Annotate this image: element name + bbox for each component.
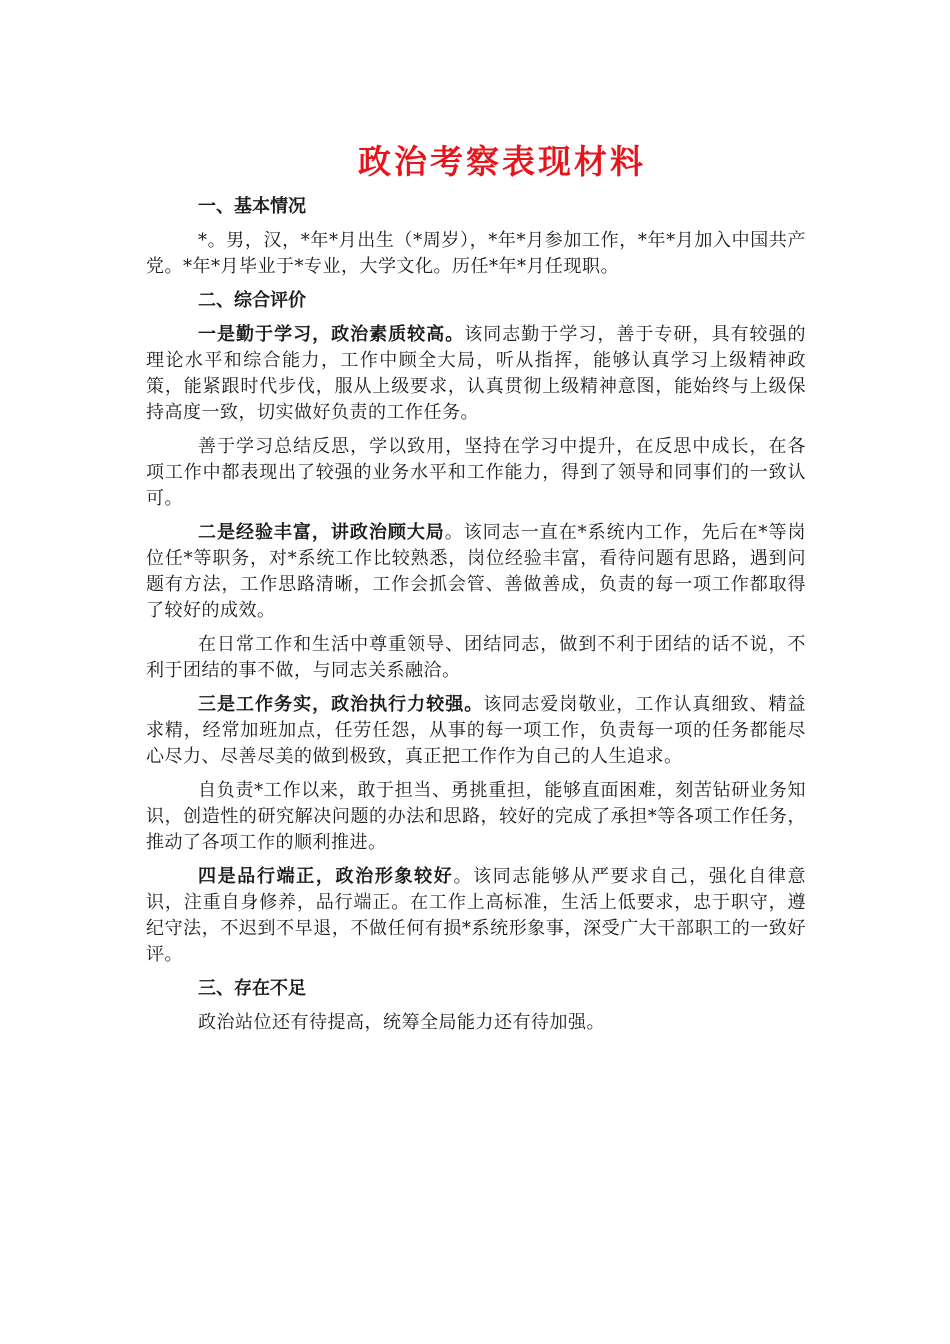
evaluation-point-1-body: 该同志勤于学习，善于专研，具有较强的理论水平和综合能力，工作中顾全大局，听从指挥，能够认真学习上级精神政策，能紧跟时代步伐，服从上级要求，认真贯彻上级精神意图，能始终与上级保持高度一致，切实做好负责的工作任务。 [146,324,807,423]
section-heading-basic-info: 一、基本情况 [198,196,306,217]
section-heading-evaluation: 二、综合评价 [198,290,306,311]
evaluation-paragraph-5 [146,692,806,770]
evaluation-point-3-lead: 三是工作务实，政治执行力较强。 [198,694,484,715]
basic-info-paragraph: *。男，汉，*年*月出生（*周岁），*年*月参加工作，*年*月加入中国共产党。*年*月毕业于*专业，大学文化。历任*年*月任现职。 [146,230,806,277]
shortcomings-paragraph: 政治站位还有待提高，统筹全局能力还有待加强。 [198,1012,605,1033]
evaluation-point-2-lead: 二是经验丰富，讲政治顾大局 [198,522,445,543]
evaluation-paragraph-7 [146,864,806,968]
document-page [146,136,806,1044]
section-heading-shortcomings: 三、存在不足 [198,978,306,999]
evaluation-point-2-body: 。该同志一直在*系统内工作，先后在*等岗位任*等职务，对*系统工作比较熟悉，岗位经验丰富，看待问题有思路，遇到问题有方法，工作思路清晰，工作会抓会管、善做善成，负责的每一项工作都取得了较好的成效。 [146,522,806,621]
evaluation-point-4-body: 。该同志能够从严要求自己，强化自律意识，注重自身修养，品行端正。在工作上高标准，生活上低要求，忠于职守，遵纪守法，不迟到不早退，不做任何有损*系统形象事，深受广大干部职工的一致好评。 [146,866,807,965]
evaluation-point-4-lead: 四是品行端正，政治形象较好 [198,866,454,887]
document-title: 政治考察表现材料 [358,142,646,181]
evaluation-point-1-lead: 一是勤于学习，政治素质较高。 [198,324,465,345]
evaluation-paragraph-4: 在日常工作和生活中尊重领导、团结同志，做到不利于团结的话不说，不利于团结的事不做，与同志关系融洽。 [146,634,806,681]
evaluation-paragraph-1 [146,322,806,426]
evaluation-paragraph-3 [146,520,806,624]
evaluation-paragraph-6: 自负责*工作以来，敢于担当、勇挑重担，能够直面困难，刻苦钻研业务知识，创造性的研究解决问题的办法和思路，较好的完成了承担*等各项工作任务，推动了各项工作的顺利推进。 [146,780,806,853]
evaluation-point-3-body: 该同志爱岗敬业，工作认真细致、精益求精，经常加班加点，任劳任怨，从事的每一项工作，负责每一项的任务都能尽心尽力、尽善尽美的做到极致，真正把工作作为自己的人生追求。 [146,694,807,767]
evaluation-paragraph-2: 善于学习总结反思，学以致用，坚持在学习中提升，在反思中成长，在各项工作中都表现出了较强的业务水平和工作能力，得到了领导和同事们的一致认可。 [146,436,806,509]
